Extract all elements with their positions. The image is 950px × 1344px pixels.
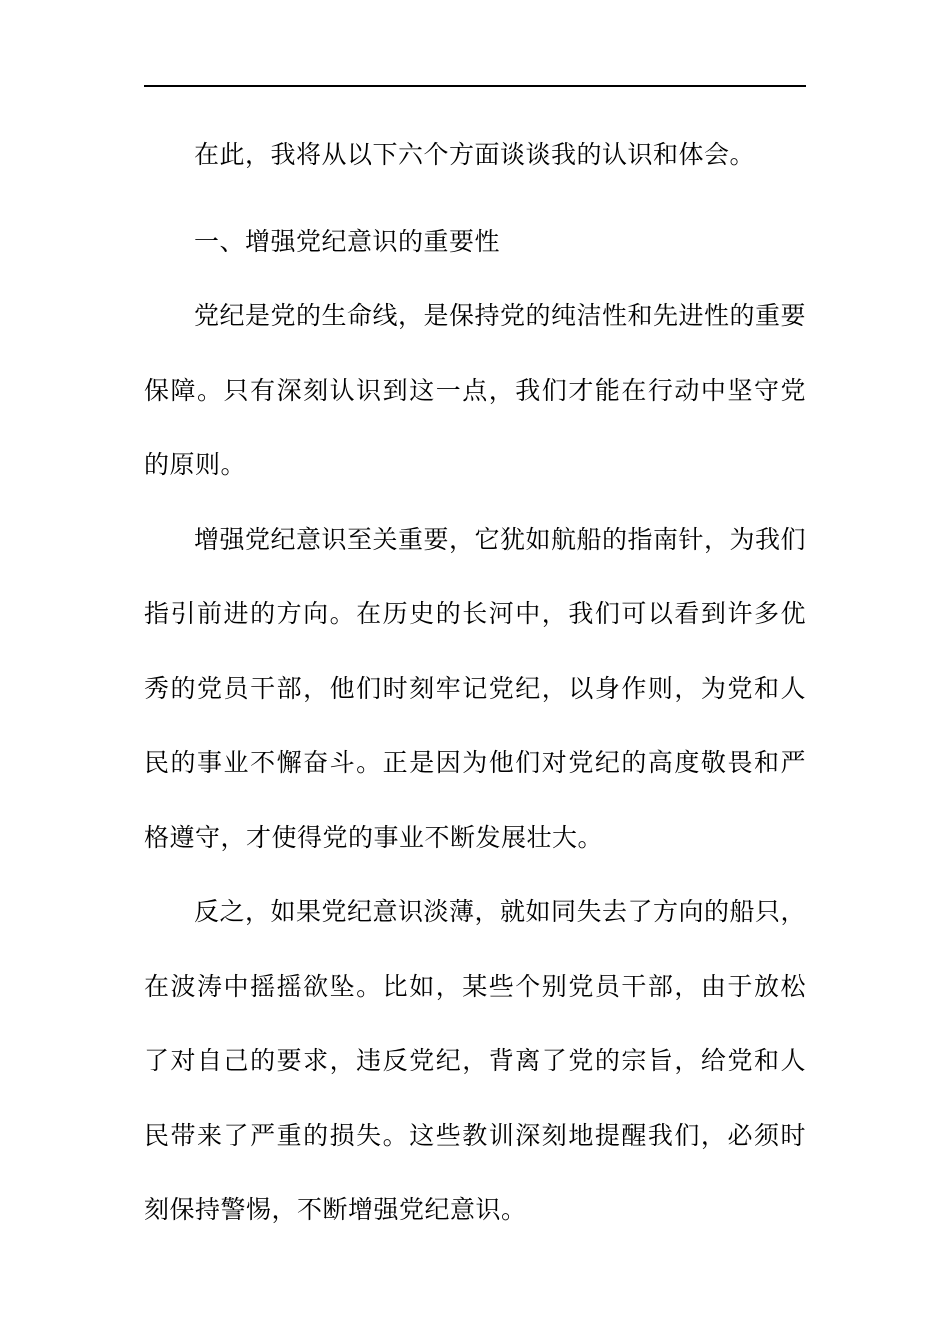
body-paragraph-1: 党纪是党的生命线，是保持党的纯洁性和先进性的重要保障。只有深刻认识到这一点，我们才能在行动中坚守党的原则。 (144, 301, 807, 479)
body-paragraph-3: 反之，如果党纪意识淡薄，就如同失去了方向的船只，在波涛中摇摇欲坠。比如，某些个别党员干部，由于放松了对自己的要求，违反党纪，背离了党的宗旨，给党和人民带来了严重的损失。这些教训深刻地提醒我们，必须时刻保持警惕，不断增强党纪意识。 (144, 897, 807, 1224)
section-heading: 一、增强党纪意识的重要性 (194, 226, 501, 256)
intro-paragraph: 在此，我将从以下六个方面谈谈我的认识和体会。 (194, 140, 756, 169)
document-body (144, 118, 806, 1248)
header-rule (144, 85, 806, 87)
body-paragraph-2: 增强党纪意识至关重要，它犹如航船的指南针，为我们指引前进的方向。在历史的长河中，我们可以看到许多优秀的党员干部，他们时刻牢记党纪，以身作则，为党和人民的事业不懈奋斗。正是因为他们对党纪的高度敬畏和严格遵守，才使得党的事业不断发展壮大。 (144, 524, 807, 852)
